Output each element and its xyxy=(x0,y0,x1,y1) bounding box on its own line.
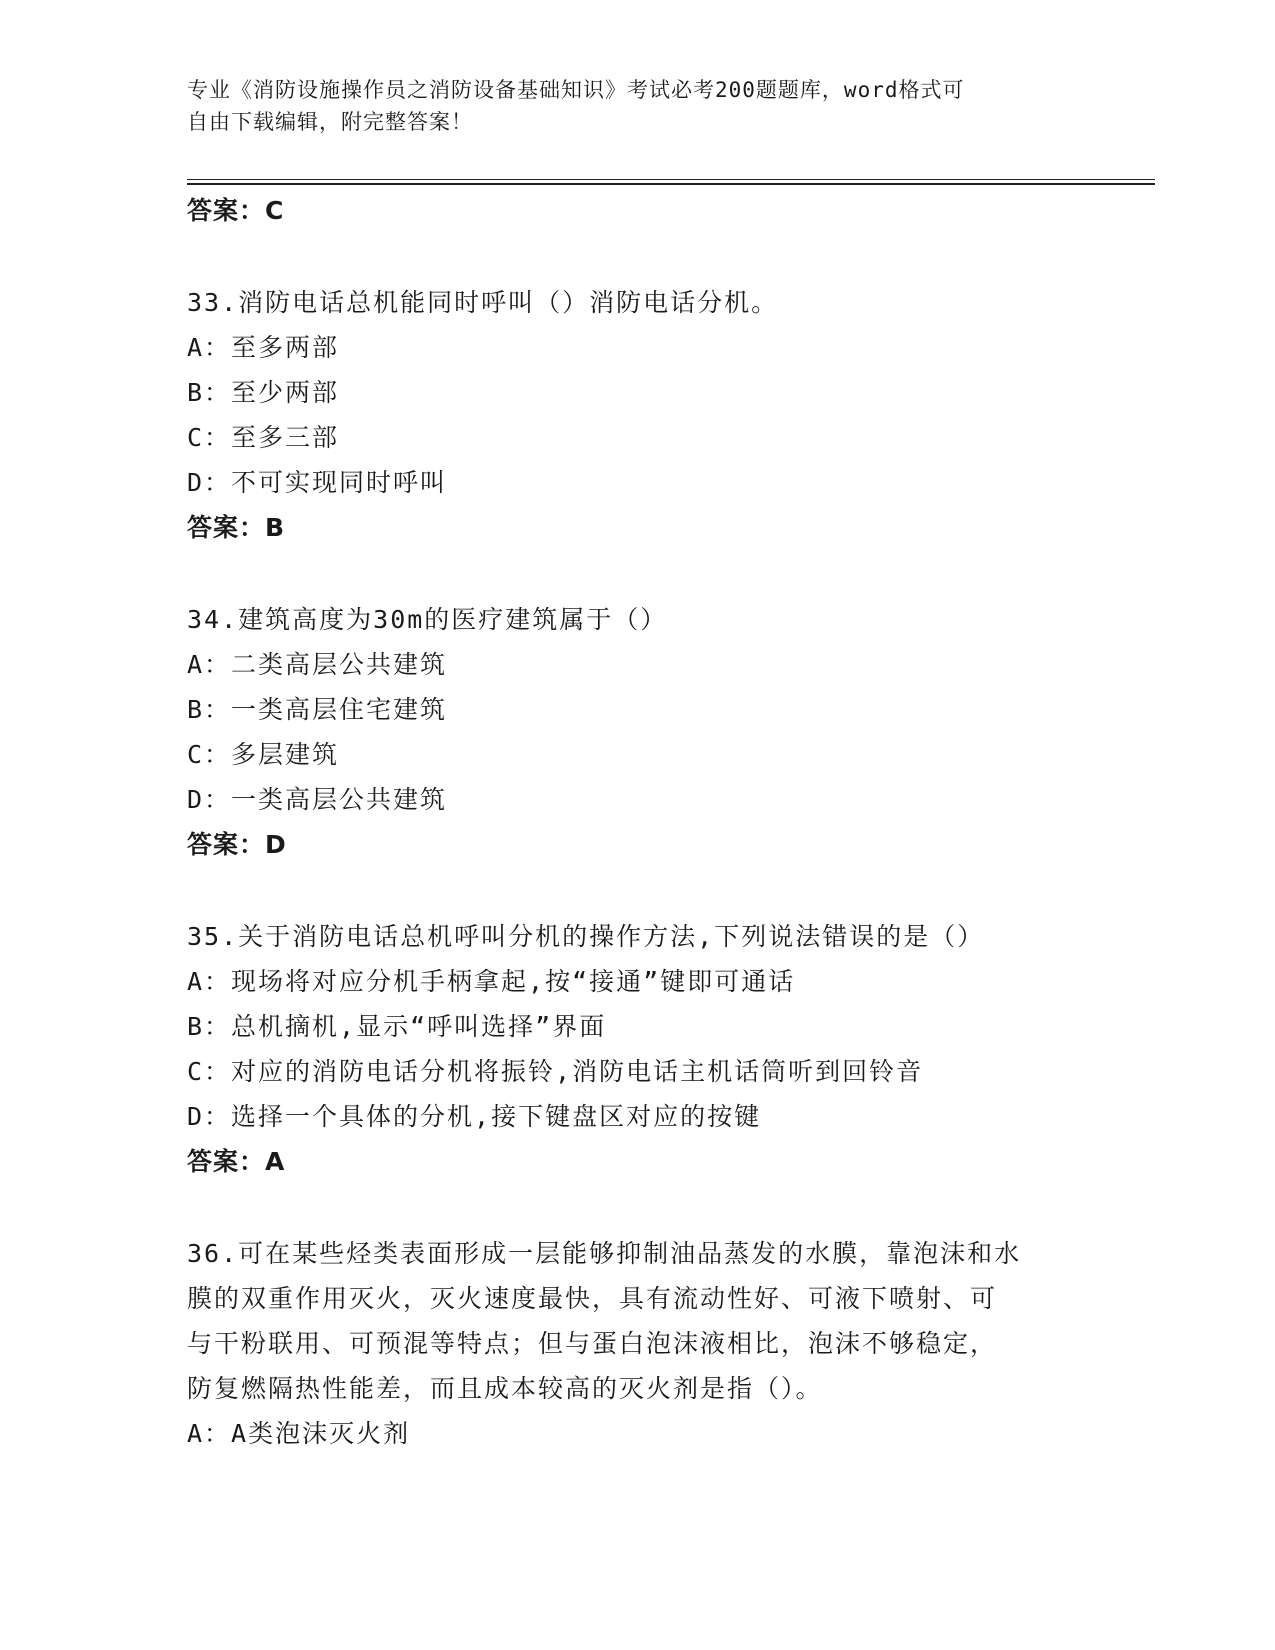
header-divider-thin xyxy=(187,179,1155,180)
header-line-1: 专业《消防设施操作员之消防设备基础知识》考试必考200题题库，word格式可 xyxy=(187,78,965,102)
header-divider-thick xyxy=(187,183,1155,185)
option-c: C：至多三部 xyxy=(187,423,340,452)
question-stem: 33.消防电话总机能同时呼叫（）消防电话分机。 xyxy=(187,288,779,317)
previous-answer: 答案：C xyxy=(187,196,285,225)
question-stem-line: 与干粉联用、可预混等特点；但与蛋白泡沫液相比，泡沫不够稳定， xyxy=(187,1329,998,1358)
option-a: A：至多两部 xyxy=(187,333,340,362)
question-stem-line: 防复燃隔热性能差，而且成本较高的灭火剂是指（）。 xyxy=(187,1374,823,1403)
option-a: A：现场将对应分机手柄拿起,按“接通”键即可通话 xyxy=(187,967,796,996)
option-b: B：总机摘机,显示“呼叫选择”界面 xyxy=(187,1012,607,1041)
option-c: C：多层建筑 xyxy=(187,740,340,769)
option-b: B：一类高层住宅建筑 xyxy=(187,695,448,724)
option-a: A：二类高层公共建筑 xyxy=(187,650,448,679)
spacer xyxy=(187,233,1087,280)
answer-line: 答案：B xyxy=(187,513,286,542)
option-d: D：一类高层公共建筑 xyxy=(187,785,448,814)
question-stem-line: 36.可在某些烃类表面形成一层能够抑制油品蒸发的水膜，靠泡沫和水 xyxy=(187,1239,1022,1268)
question-stem: 34.建筑高度为30m的医疗建筑属于（） xyxy=(187,605,668,634)
option-b: B：至少两部 xyxy=(187,378,340,407)
question-list xyxy=(187,188,1087,1456)
document-header xyxy=(187,74,1067,138)
option-d: D：不可实现同时呼叫 xyxy=(187,468,448,497)
question-35 xyxy=(187,914,1087,1184)
question-stem-line: 膜的双重作用灭火，灭火速度最快，具有流动性好、可液下喷射、可 xyxy=(187,1284,998,1313)
answer-line: 答案：D xyxy=(187,830,287,859)
spacer xyxy=(187,867,1087,914)
option-c: C：对应的消防电话分机将振铃,消防电话主机话筒听到回铃音 xyxy=(187,1057,924,1086)
question-33 xyxy=(187,280,1087,550)
question-stem: 35.关于消防电话总机呼叫分机的操作方法,下列说法错误的是（） xyxy=(187,922,985,951)
spacer xyxy=(187,550,1087,597)
answer-line: 答案：A xyxy=(187,1147,286,1176)
spacer xyxy=(187,1184,1087,1231)
option-d: D：选择一个具体的分机,接下键盘区对应的按键 xyxy=(187,1102,762,1131)
header-line-2: 自由下载编辑，附完整答案！ xyxy=(187,110,473,134)
question-36 xyxy=(187,1231,1087,1456)
question-34 xyxy=(187,597,1087,867)
question-stem xyxy=(187,1231,1087,1411)
option-a: A：A类泡沫灭火剂 xyxy=(187,1419,411,1448)
